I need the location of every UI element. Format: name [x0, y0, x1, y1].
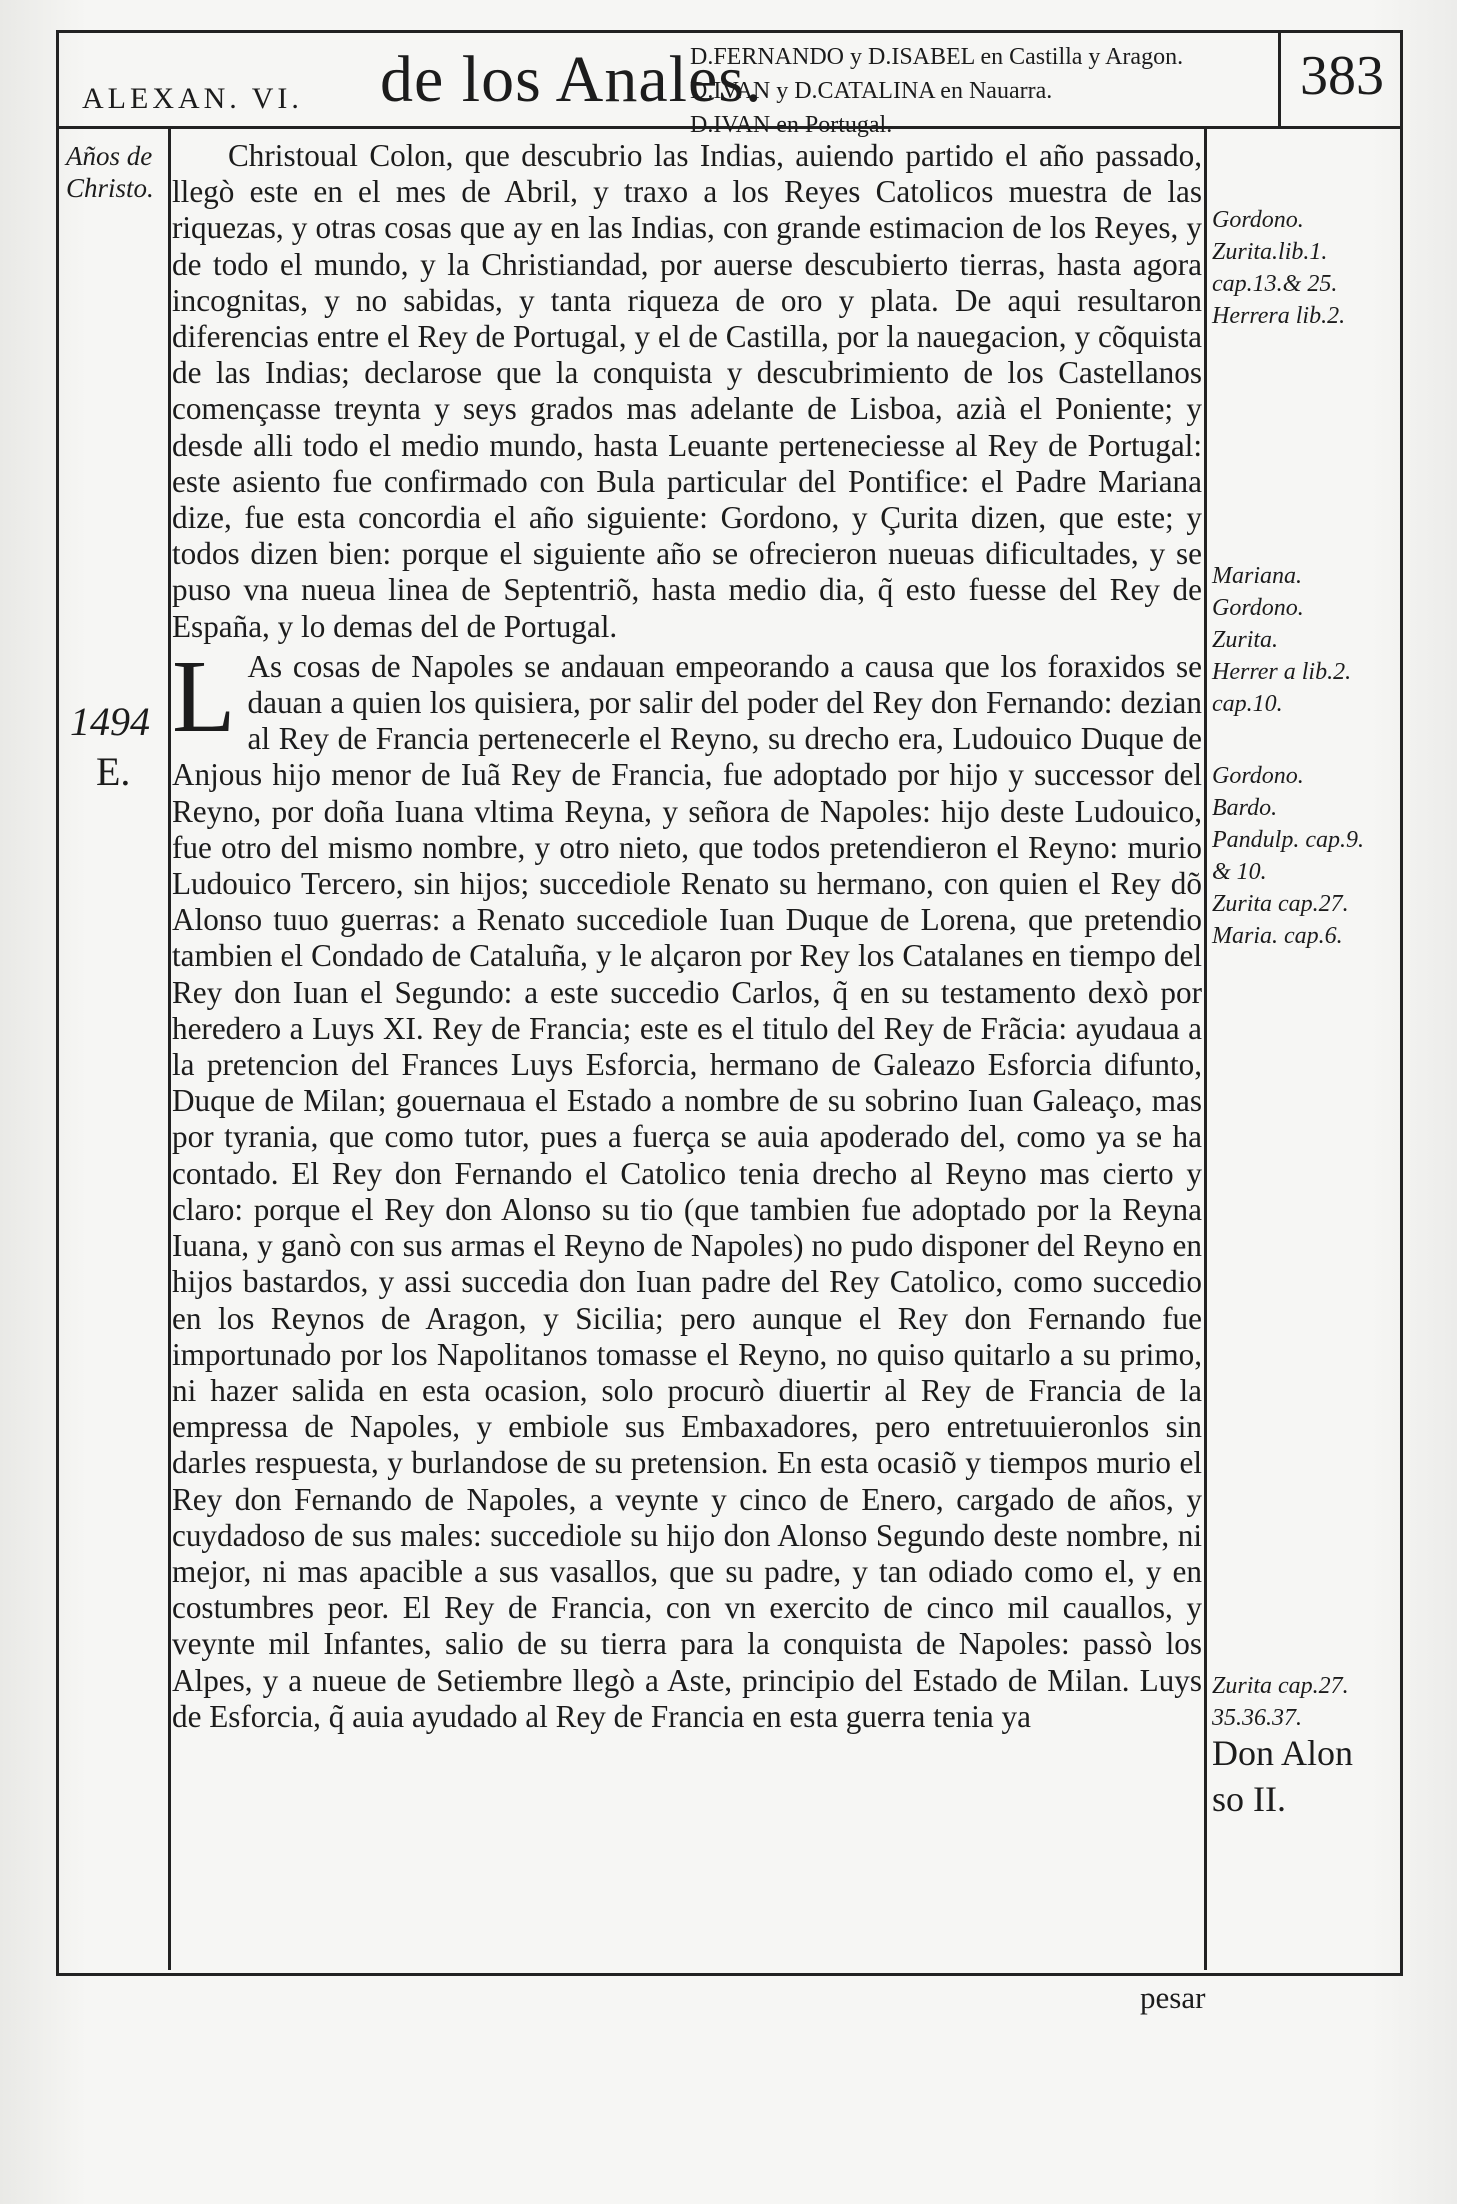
margin-note: Herrera lib.2. — [1212, 303, 1346, 329]
margin-note: cap.10. — [1212, 691, 1283, 717]
sovereigns-line-1: D.FERNANDO y D.ISABEL en Castilla y Aragon. — [690, 44, 1184, 70]
margin-note: Herrer a lib.2. — [1212, 659, 1352, 685]
page-number: 383 — [1300, 45, 1384, 107]
margin-note: Mariana. — [1212, 563, 1302, 589]
right-margin-rule — [1204, 126, 1207, 1970]
paragraph-napoles — [172, 638, 1202, 1735]
running-head-sovereigns — [690, 40, 1183, 142]
sovereigns-line-2: D.IVAN y D.CATALINA en Nauarra. — [690, 78, 1053, 104]
margin-note: Gordono. — [1212, 207, 1304, 233]
left-margin-rule — [168, 126, 171, 1970]
margin-note: Gordono. — [1212, 595, 1304, 621]
margin-heading: Don Alon — [1212, 1733, 1354, 1773]
margin-note: 35.36.37. — [1212, 1705, 1302, 1731]
running-head-title: de los Anales. — [380, 43, 763, 116]
years-of-christ-label: Años de Christo. — [66, 141, 154, 203]
running-head-reign: ALEXAN. VI. — [82, 82, 303, 115]
main-text-column — [172, 138, 1202, 1958]
margin-note: Bardo. — [1212, 795, 1278, 821]
drop-cap: L — [172, 638, 236, 754]
margin-heading: so II. — [1212, 1779, 1286, 1819]
margin-note: Maria. cap.6. — [1212, 923, 1343, 949]
margin-year: 1494 — [70, 699, 150, 744]
catchword: pesar — [1140, 1980, 1206, 2015]
sovereigns-line-3: D.IVAN en Portugal. — [690, 112, 893, 138]
paragraph-napoles-text: As cosas de Napoles se andauan empeorando a causa que los foraxidos se dauan a quien los quisiera, por salir del poder del Rey don Fernando: dezian al Rey de Francia pertenecerle el Reyno, su drecho era, Ludouico Duque de Anjous hijo menor de Iuã Rey de Francia, fue adoptado por hijo y successor del Reyno, por doña Iuana vltima Reyna, y señora de Napoles: hijo deste Ludouico, fue otro del mismo nombre, y otro nieto, que todos pretendieron el Reyno: murio Ludouico Tercero, sin hijos; succediole Renato su hermano, con quien el Rey dõ Alonso tuuo guerras: a Renato succediole Iuan Duque de Lorena, que pretendio tambien el Condado de Cataluña, y le alçaron por Rey los Catalanes en tiempo del Rey don Iuan el Segundo: a este succedio Carlos, q̃ en su testamento dexò por heredero a Luys XI. Rey de Francia; este es el titulo del Rey de Frãcia: ayudaua a la pretencion del Frances Luys Esforcia, hermano de Galeazo Esforcia difunto, Duque de Milan; gouernaua el Estado a nombre de su sobrino Iuan Galeaço, mas por tyrania, que como tutor, pues a fuerça se auia apoderado del, como ya se ha contado. El Rey don Fernando el Catolico tenia drecho al Reyno mas cierto y claro: porque el Rey don Alonso su tio (que tambien fue adoptado por la Reyna Iuana, y ganò con sus armas el Reyno de Napoles) no pudo disponer del Reyno en hijos bastardos, y assi succedia don Iuan padre del Rey Catolico, como succedio en los Reynos de Aragon, y Sicilia; pero aunque el Rey don Fernando fue importunado por los Napolitanos tomasse el Reyno, no quiso quitarlo a su primo, ni hazer salida en esta ocasion, solo procurò diuertir al Rey de Francia de la empressa de Napoles, y embiole sus Embaxadores, pero entretuuieronlos sin darles respuesta, y burlandose de su pretension. En esta ocasiõ y tiempos murio el Rey don Fernando de Napoles, a veynte y cinco de Enero, cargado de años, y cuydadoso de sus males: succediole su hijo don Alonso Segundo deste nombre, ni mejor, ni mas apacible a sus vasallos, que su padre, y tan odiado como el, y en costumbres peor. El Rey de Francia, con vn exercito de cinco mil cauallos, y veynte mil Infantes, salio de su tierra para la conquista de Napoles: passò los Alpes, y a nueue de Setiembre llegò a Aste, principio del Estado de Milan. Luys de Esforcia, q̃ auia ayudado al Rey de Francia en esta guerra tenia ya — [172, 648, 1202, 1734]
margin-note: Zurita.lib.1. — [1212, 239, 1328, 265]
margin-note: Pandulp. cap.9. — [1212, 827, 1364, 853]
margin-notes-c — [1212, 760, 1364, 952]
header-divider — [1278, 30, 1281, 126]
margin-notes-a — [1212, 204, 1345, 332]
margin-note: Gordono. — [1212, 763, 1304, 789]
margin-notes-b — [1212, 560, 1351, 720]
margin-notes-e — [1212, 1730, 1353, 1822]
margin-note: & 10. — [1212, 859, 1267, 885]
margin-note: cap.13.& 25. — [1212, 271, 1338, 297]
margin-note: Zurita cap.27. — [1212, 1673, 1349, 1699]
margin-notes-d — [1212, 1670, 1349, 1734]
margin-letter: E. — [96, 749, 131, 794]
paragraph-colon: Christoual Colon, que descubrio las Indias, auiendo partido el año passado, llegò este en el mes de Abril, y traxo a los Reyes Catolicos muestra de las riquezas, y otras cosas que ay en las Indias, con grande estimacion de los Reyes, y de todo el mundo, y la Christiandad, por auerse descubierto tierras, hasta agora incognitas, y no sabidas, y tanta riqueza de oro y plata. De aqui resultaron diferencias entre el Rey de Portugal, y el de Castilla, por la nauegacion, y cõquista de las Indias; declarose que la conquista y descubrimiento de los Castellanos començasse treynta y seys grados mas adelante de Lisboa, azià el Poniente; y desde alli todo el medio mundo, hasta Leuante perteneciesse al Rey de Portugal: este asiento fue confirmado con Bula particular del Pontifice: el Padre Mariana dize, fue esta concordia el año siguiente: Gordono, y Çurita dizen, que este; y todos dizen bien: porque el siguiente año se ofrecieron nueuas dificultades, y se puso vna nueua linea de Septentriõ, hasta medio dia, q̃ esto fuesse del Rey de España, y lo demas del de Portugal. — [172, 138, 1202, 644]
margin-note: Zurita. — [1212, 627, 1279, 653]
margin-note: Zurita cap.27. — [1212, 891, 1349, 917]
